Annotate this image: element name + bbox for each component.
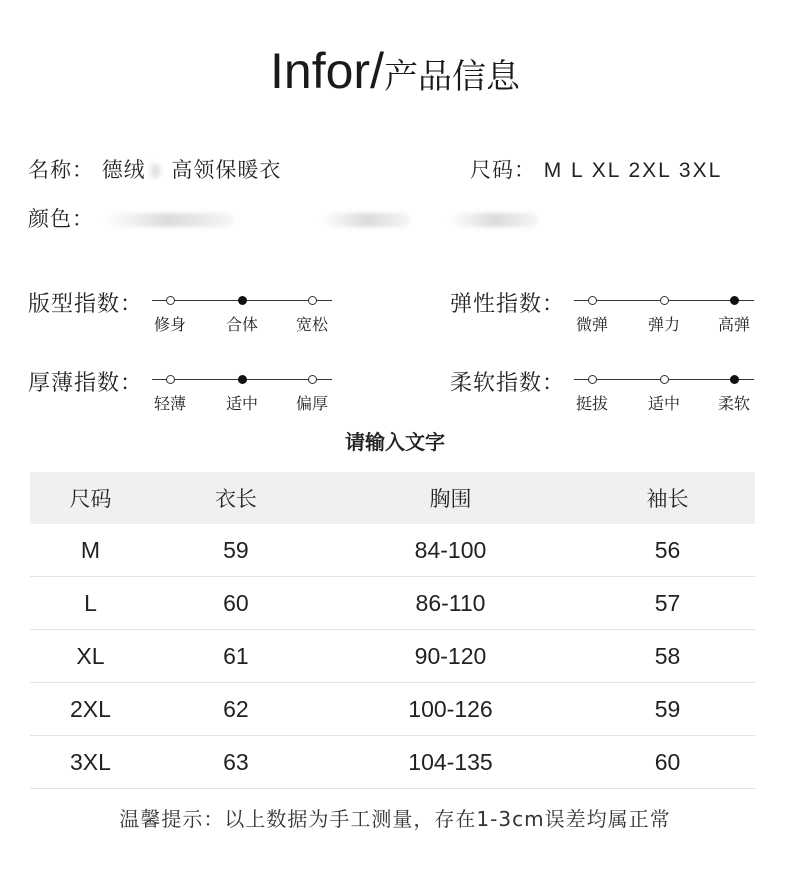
scale-option-label: 修身	[153, 315, 187, 334]
title-chinese: 产品信息	[383, 57, 520, 97]
blurred-color-value	[104, 213, 234, 227]
product-name-value: 德绒	[101, 158, 146, 182]
header-chest: 胸围	[321, 472, 580, 524]
cell-sleeve: 59	[580, 683, 755, 736]
size-chart-table	[30, 472, 755, 789]
scale-option-label: 偏厚	[295, 394, 329, 413]
blurred-text	[148, 164, 162, 178]
scale-dot-selected	[238, 375, 247, 384]
thickness-index-scale	[152, 366, 332, 416]
table-row	[30, 736, 755, 789]
fit-index-label: 版型指数：	[28, 292, 144, 317]
scale-dot-selected	[238, 296, 247, 305]
elasticity-index-label: 弹性指数：	[450, 292, 566, 317]
table-row	[30, 683, 755, 736]
softness-index	[450, 366, 780, 426]
scale-dot	[166, 375, 175, 384]
cell-chest: 104-135	[321, 736, 580, 789]
cell-chest: 84-100	[321, 524, 580, 577]
cell-length: 59	[151, 524, 321, 577]
fit-index	[28, 287, 358, 347]
table-row	[30, 630, 755, 683]
table-title: 请输入文字	[345, 430, 445, 454]
size-value: M L XL 2XL 3XL	[543, 159, 723, 182]
page-title	[0, 42, 790, 100]
header-sleeve: 袖长	[580, 472, 755, 524]
measurement-note: 温馨提示：以上数据为手工测量，存在1-3cm误差均属正常	[119, 807, 671, 831]
color-row	[28, 203, 539, 233]
thickness-index-label: 厚薄指数：	[28, 371, 144, 396]
cell-chest: 100-126	[321, 683, 580, 736]
scale-dot	[308, 375, 317, 384]
product-name-label: 名称：	[28, 158, 94, 182]
scale-option-label: 挺拔	[575, 394, 609, 413]
scale-dot	[588, 296, 597, 305]
scale-option-label: 合体	[225, 315, 259, 334]
scale-option-label: 适中	[647, 394, 681, 413]
scale-dot	[308, 296, 317, 305]
scale-option-label: 适中	[225, 394, 259, 413]
elasticity-index	[450, 287, 780, 347]
fit-index-scale	[152, 287, 332, 337]
cell-chest: 90-120	[321, 630, 580, 683]
cell-sleeve: 58	[580, 630, 755, 683]
scale-option-label: 微弹	[575, 315, 609, 334]
cell-size: L	[30, 577, 151, 630]
scale-dot	[588, 375, 597, 384]
cell-length: 62	[151, 683, 321, 736]
softness-index-label: 柔软指数：	[450, 371, 566, 396]
cell-length: 63	[151, 736, 321, 789]
cell-size: M	[30, 524, 151, 577]
cell-size: XL	[30, 630, 151, 683]
elasticity-index-scale	[574, 287, 754, 337]
cell-chest: 86-110	[321, 577, 580, 630]
product-name-value-rest: 高领保暖衣	[171, 158, 282, 182]
blurred-color-value	[321, 213, 411, 227]
scale-option-label: 柔软	[717, 394, 751, 413]
title-english: Infor	[270, 43, 371, 99]
scale-option-label: 高弹	[717, 315, 751, 334]
header-length: 衣长	[151, 472, 321, 524]
title-slash: /	[370, 43, 384, 99]
scale-dot-selected	[730, 375, 739, 384]
table-row	[30, 577, 755, 630]
table-row	[30, 524, 755, 577]
scale-dot	[660, 375, 669, 384]
cell-length: 61	[151, 630, 321, 683]
cell-size: 2XL	[30, 683, 151, 736]
scale-dot-selected	[730, 296, 739, 305]
scale-option-label: 宽松	[295, 315, 329, 334]
scale-option-label: 弹力	[647, 315, 681, 334]
cell-size: 3XL	[30, 736, 151, 789]
size-label: 尺码：	[470, 158, 536, 182]
blurred-color-value	[449, 213, 539, 227]
color-label: 颜色：	[28, 207, 94, 231]
table-header-row	[30, 472, 755, 524]
cell-sleeve: 57	[580, 577, 755, 630]
scale-dot	[660, 296, 669, 305]
thickness-index	[28, 366, 358, 426]
scale-option-label: 轻薄	[153, 394, 187, 413]
header-size: 尺码	[30, 472, 151, 524]
cell-length: 60	[151, 577, 321, 630]
softness-index-scale	[574, 366, 754, 416]
cell-sleeve: 60	[580, 736, 755, 789]
scale-dot	[166, 296, 175, 305]
cell-sleeve: 56	[580, 524, 755, 577]
size-row	[470, 154, 722, 184]
product-name-row	[28, 154, 281, 184]
